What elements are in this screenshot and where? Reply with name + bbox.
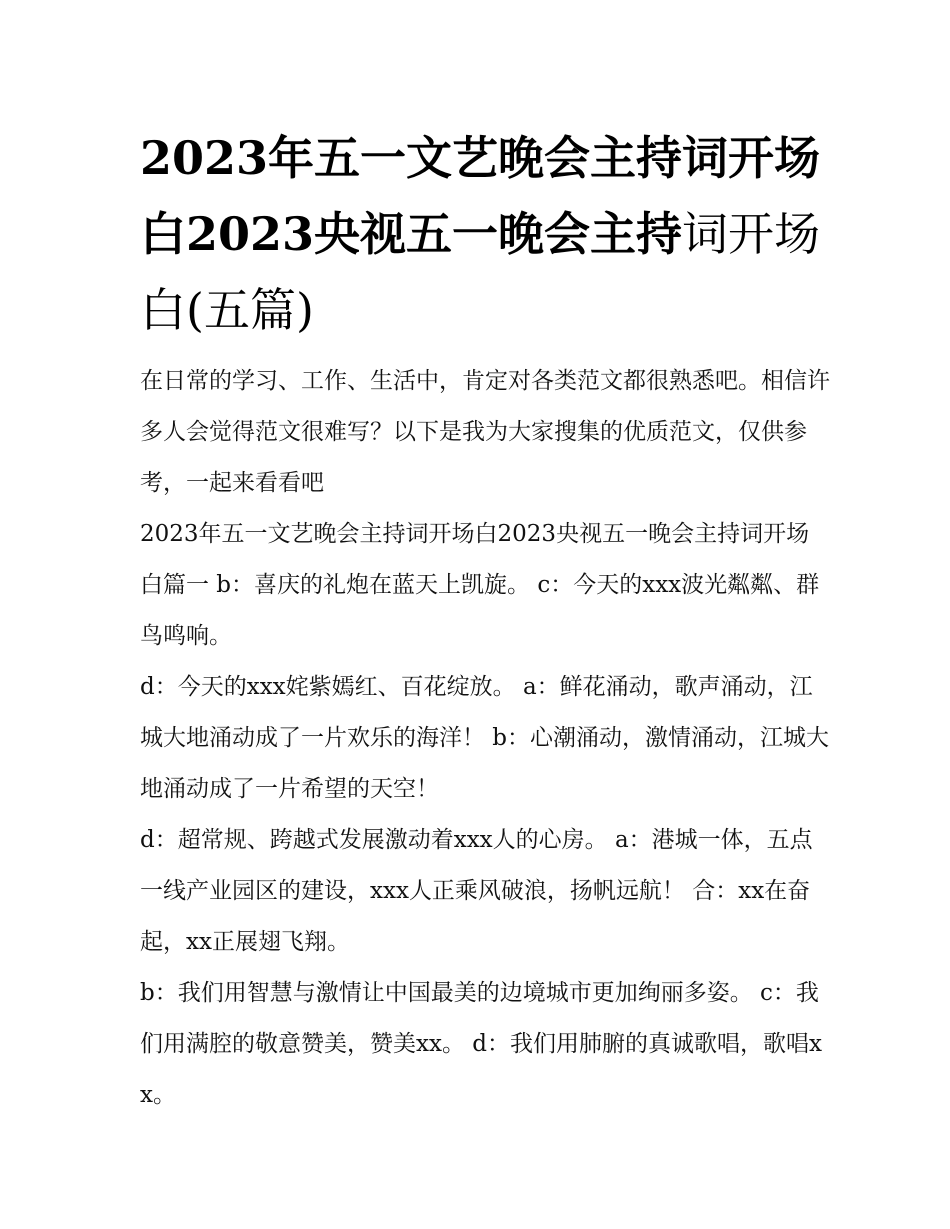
document-body — [140, 120, 830, 1121]
paragraph-3: d：超常规、跨越式发展激动着xxx人的心房。 a：港城一体，五点一线产业园区的建设，xxx人正乘风破浪，扬帆远航！ 合：xx在奋起，xx正展翅飞翔。 — [140, 827, 813, 955]
document-title — [140, 120, 830, 348]
title-rest: 词开场白(五篇) — [140, 207, 821, 337]
title-main: 2023年五一文艺晚会主持词开场白2023央视五一晚会主持 — [140, 131, 821, 261]
paragraph-2: d：今天的xxx姹紫嫣红、百花绽放。 a：鲜花涌动，歌声涌动，江城大地涌动成了一片欢乐的海洋！ b：心潮涌动，激情涌动，江城大地涌动成了一片希望的天空！ — [140, 674, 830, 802]
paragraph-1: 2023年五一文艺晚会主持词开场白2023央视五一晚会主持词开场白篇一 b：喜庆的礼炮在蓝天上凯旋。 c：今天的xxx波光粼粼、群鸟鸣响。 — [140, 521, 820, 649]
paragraph-intro: 在日常的学习、工作、生活中，肯定对各类范文都很熟悉吧。相信许多人会觉得范文很难写？以下是我为大家搜集的优质范文，仅供参考，一起来看看吧 — [140, 368, 830, 496]
paragraph-4: b：我们用智慧与激情让中国最美的边境城市更加绚丽多姿。 c：我们用满腔的敬意赞美，赞美xx。 d：我们用肺腑的真诚歌唱，歌唱xx。 — [140, 980, 822, 1108]
